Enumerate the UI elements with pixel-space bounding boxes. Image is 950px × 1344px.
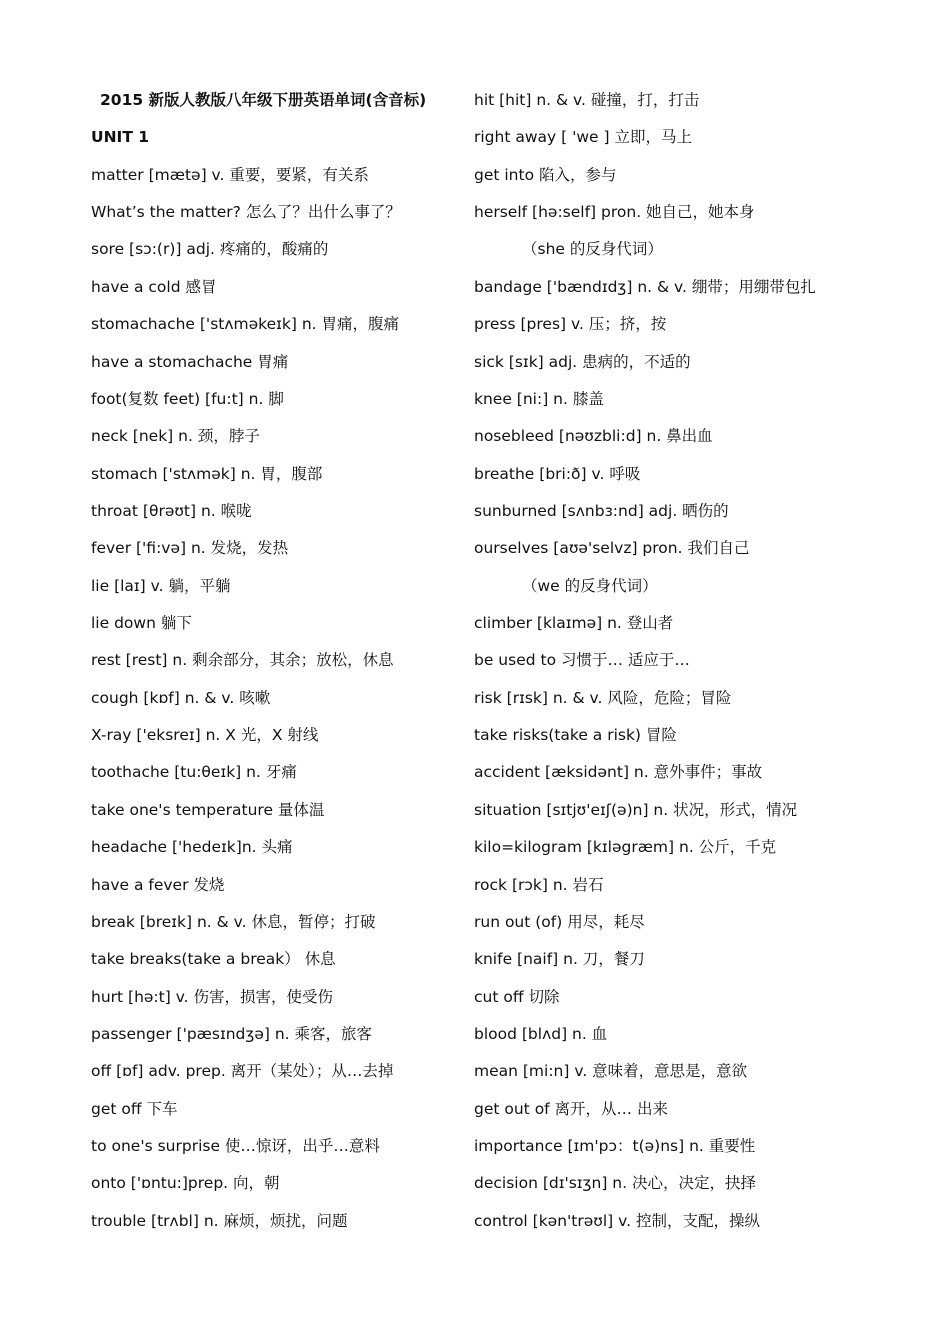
vocab-entry: decision [dɪ'sɪʒn] n. 决心，决定，抉择: [474, 1174, 756, 1193]
vocab-entry: lie [laɪ] v. 躺，平躺: [91, 576, 231, 595]
vocab-entry: blood [blʌd] n. 血: [474, 1024, 608, 1043]
vocab-entry: nosebleed [nəʊzbli:d] n. 鼻出血: [474, 427, 713, 446]
vocab-entry: press [pres] v. 压；挤，按: [474, 315, 667, 334]
vocab-entry: have a stomachache 胃痛: [91, 352, 289, 371]
vocab-entry: cough [kɒf] n. & v. 咳嗽: [91, 688, 271, 707]
vocab-entry: be used to 习惯于… 适应于…: [474, 651, 690, 670]
left-column: [91, 82, 461, 1240]
vocab-entry: passenger ['pæsɪndʒə] n. 乘客，旅客: [91, 1024, 373, 1043]
vocab-entry: headache ['hedeɪk]n. 头痛: [91, 838, 293, 857]
vocab-entry: break [breɪk] n. & v. 休息，暂停；打破: [91, 912, 376, 931]
vocab-entry: knee [ni:] n. 膝盖: [474, 389, 604, 408]
vocab-entry: have a fever 发烧: [91, 875, 225, 894]
left-vocab-list: [91, 157, 461, 1240]
vocab-entry: （we 的反身代词）: [522, 576, 658, 595]
vocab-entry: sick [sɪk] adj. 患病的，不适的: [474, 352, 691, 371]
vocab-entry: What’s the matter? 怎么了？出什么事了？: [91, 203, 401, 222]
vocab-entry: have a cold 感冒: [91, 277, 217, 296]
vocab-entry: control [kən'trəʊl] v. 控制，支配，操纵: [474, 1211, 760, 1230]
vocab-entry: take risks(take a risk) 冒险: [474, 726, 677, 745]
vocab-entry: onto ['ɒntu:]prep. 向，朝: [91, 1174, 280, 1193]
vocab-entry: neck [nek] n. 颈，脖子: [91, 427, 260, 446]
vocab-entry: hurt [hə:t] v. 伤害，损害，使受伤: [91, 987, 334, 1006]
vocab-entry: knife [naif] n. 刀，餐刀: [474, 950, 645, 969]
vocab-entry: toothache [tu:θeɪk] n. 牙痛: [91, 763, 297, 782]
unit-heading: UNIT 1: [91, 128, 150, 147]
vocab-entry: rest [rest] n. 剩余部分，其余；放松，休息: [91, 651, 394, 670]
vocab-entry: take breaks(take a break） 休息: [91, 950, 336, 969]
right-column: [474, 82, 914, 1240]
vocab-entry: rock [rɔk] n. 岩石: [474, 875, 604, 894]
vocab-entry: get into 陷入，参与: [474, 165, 617, 184]
vocab-entry: throat [θrəʊt] n. 喉咙: [91, 501, 252, 520]
vocab-entry: （she 的反身代词）: [522, 240, 663, 259]
vocab-entry: risk [rɪsk] n. & v. 风险，危险；冒险: [474, 688, 732, 707]
vocab-entry: kilo=kilogram [kɪləgræm] n. 公斤，千克: [474, 838, 777, 857]
vocab-entry: matter [mætə] v. 重要，要紧，有关系: [91, 165, 369, 184]
vocab-entry: get out of 离开，从… 出来: [474, 1099, 668, 1118]
vocab-entry: take one's temperature 量体温: [91, 800, 325, 819]
vocab-entry: sunburned [sʌnbɜ:nd] adj. 晒伤的: [474, 501, 729, 520]
vocab-entry: run out (of) 用尽，耗尽: [474, 912, 645, 931]
right-vocab-list: [474, 82, 914, 1240]
vocab-entry: foot(复数 feet) [fu:t] n. 脚: [91, 389, 284, 408]
vocab-entry: accident [æksidənt] n. 意外事件；事故: [474, 763, 763, 782]
vocab-entry: situation [sɪtjʊ'eɪʃ(ə)n] n. 状况，形式，情况: [474, 800, 798, 819]
vocab-entry: hit [hit] n. & v. 碰撞，打，打击: [474, 91, 700, 109]
vocab-entry: sore [sɔ:(r)] adj. 疼痛的，酸痛的: [91, 240, 329, 259]
vocab-entry: breathe [bri:ð] v. 呼吸: [474, 464, 641, 483]
vocab-entry: off [ɒf] adv. prep. 离开（某处）；从…去掉: [91, 1062, 394, 1081]
vocab-entry: mean [mi:n] v. 意味着，意思是，意欲: [474, 1062, 748, 1081]
vocab-entry: importance [ɪm'pɔ：t(ə)ns] n. 重要性: [474, 1137, 756, 1156]
vocab-entry: fever ['fi:və] n. 发烧，发热: [91, 539, 289, 558]
vocab-entry: lie down 躺下: [91, 614, 192, 633]
vocab-entry: trouble [trʌbl] n. 麻烦，烦扰，问题: [91, 1211, 348, 1230]
vocab-entry: cut off 切除: [474, 987, 560, 1006]
vocab-entry: X-ray ['eksreɪ] n. X 光，X 射线: [91, 726, 319, 745]
document-title: 2015 新版人教版八年级下册英语单词(含音标): [100, 91, 427, 109]
vocab-entry: right away [ 'we ] 立即，马上: [474, 128, 692, 147]
vocab-entry: stomach ['stʌmək] n. 胃，腹部: [91, 464, 323, 483]
vocab-entry: to one's surprise 使…惊讶，出乎…意料: [91, 1137, 380, 1156]
vocab-entry: ourselves [aʊə'selvz] pron. 我们自己: [474, 539, 750, 558]
vocab-entry: stomachache ['stʌməkeɪk] n. 胃痛，腹痛: [91, 315, 400, 334]
vocab-entry: climber [klaɪmə] n. 登山者: [474, 614, 674, 633]
vocab-entry: get off 下车: [91, 1099, 178, 1118]
vocab-entry: herself [hə:self] pron. 她自己，她本身: [474, 203, 755, 222]
vocab-entry: bandage ['bændɪdʒ] n. & v. 绷带；用绷带包扎: [474, 277, 816, 296]
